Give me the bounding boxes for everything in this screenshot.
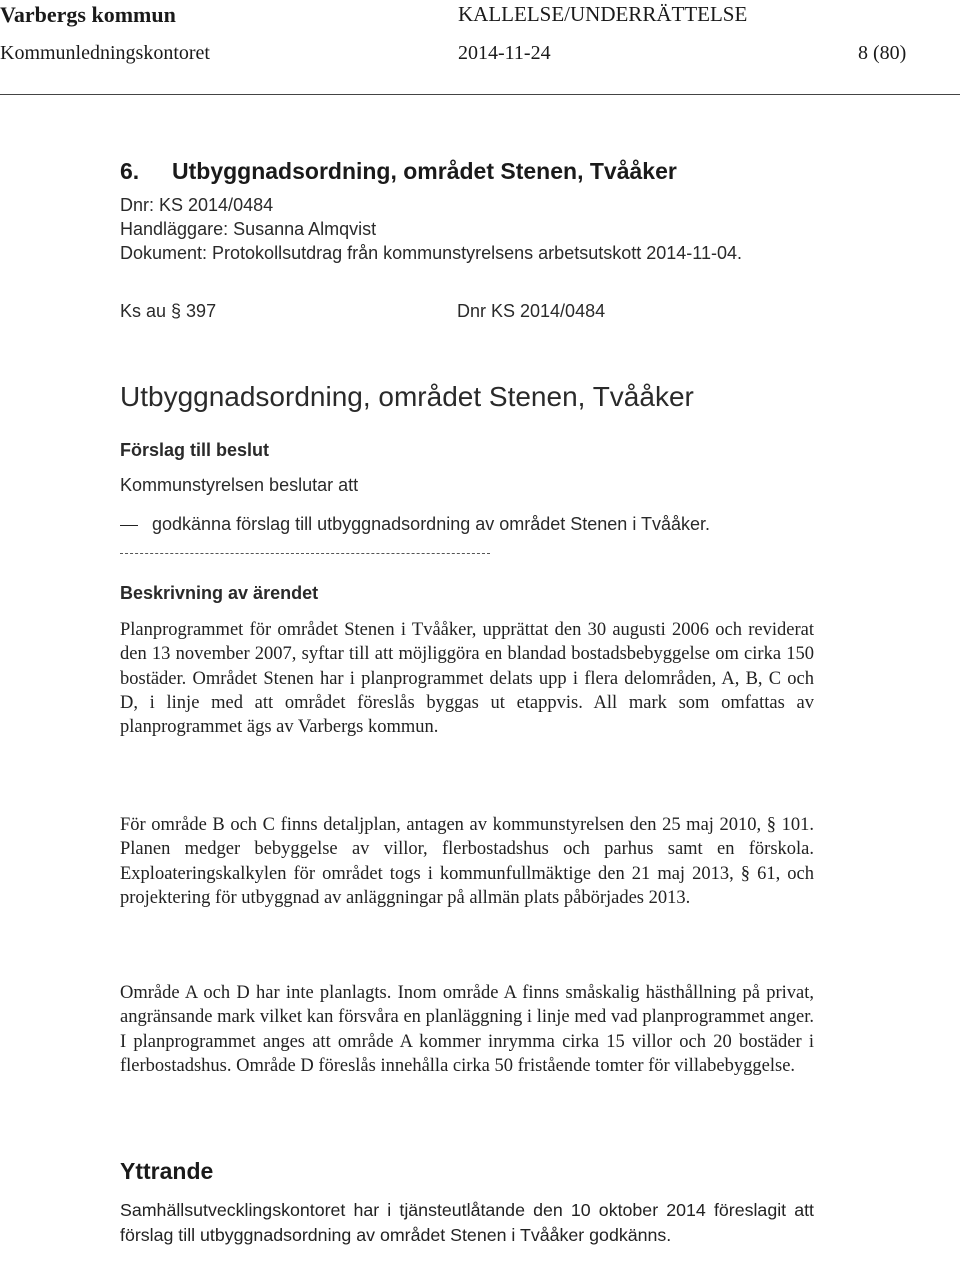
item-dnr: Dnr: KS 2014/0484	[120, 195, 274, 215]
description-heading: Beskrivning av ärendet	[120, 583, 319, 603]
description-paragraph: Planprogrammet för området Stenen i Tvååker, upprättat den 30 augusti 2006 och reviderat den 13 november 2007, syftar till att möjliggöra en blandad bostadsbebyggelse om cirka 150 bostäder. Området Stenen har i planprogrammet delats upp i flera delområden, A, B, C och D, i linje med att området föreslås byggas ut etappvis. All mark som omfattas av planprogrammet ägs av Varbergs kommun.	[120, 620, 814, 738]
item-number: 6.	[120, 158, 140, 184]
proposal-heading: Förslag till beslut	[120, 440, 270, 460]
statement-heading: Yttrande	[120, 1158, 214, 1184]
page-number: 8 (80)	[858, 42, 907, 64]
statement-paragraph: Samhällsutvecklingskontoret har i tjänsteutlåtande den 10 oktober 2014 föreslagit att förslag till utbyggnadsordning av området Stenen i Tvååker godkänns.	[120, 1200, 814, 1245]
protocol-heading: Utbyggnadsordning, området Stenen, Tvååker	[120, 381, 694, 412]
ks-au-reference: Ks au § 397	[120, 301, 217, 321]
description-paragraph: För område B och C finns detaljplan, antagen av kommunstyrelsen den 25 maj 2010, § 101. Planen medger bebyggelse av villor, flerbostadshus och parhus samt en förskola. Exploateringskalkylen för området togs i kommunfullmäktige den 21 maj 2013, § 61, och projektering för utbyggnad av anläggningar på allmän plats påbörjades 2013.	[120, 815, 814, 908]
page-header	[0, 0, 960, 95]
document-date: 2014-11-24	[458, 42, 551, 64]
protocol-dnr: Dnr KS 2014/0484	[457, 301, 606, 321]
dashed-separator	[120, 553, 490, 554]
item-title	[120, 158, 677, 185]
proposal-bullet: godkänna förslag till utbyggnadsordning av området Stenen i Tvååker.	[152, 514, 711, 534]
description-paragraph: Område A och D har inte planlagts. Inom område A finns småskalig hästhållning på privat, angränsande mark vilket kan försvåra en planläggning i linje med vad planprogrammet anger. I planprogrammet anges att område A kommer inrymma cirka 15 villor och 20 bostäder i flerbostadshus. Område D föreslås innehålla cirka 50 fristående tomter för villabebyggelse.	[120, 983, 814, 1076]
item-dokument: Dokument: Protokollsutdrag från kommunstyrelsens arbetsutskott 2014-11-04.	[120, 243, 742, 263]
header-divider	[0, 94, 960, 95]
bullet-dash	[120, 525, 138, 526]
department-name: Kommunledningskontoret	[0, 42, 210, 64]
item-title-text: Utbyggnadsordning, området Stenen, Tvååker	[172, 158, 677, 184]
proposal-intro: Kommunstyrelsen beslutar att	[120, 475, 359, 495]
item-handlaggare: Handläggare: Susanna Almqvist	[120, 219, 377, 239]
organization-name: Varbergs kommun	[0, 2, 176, 27]
document-type: KALLELSE/UNDERRÄTTELSE	[458, 2, 748, 26]
